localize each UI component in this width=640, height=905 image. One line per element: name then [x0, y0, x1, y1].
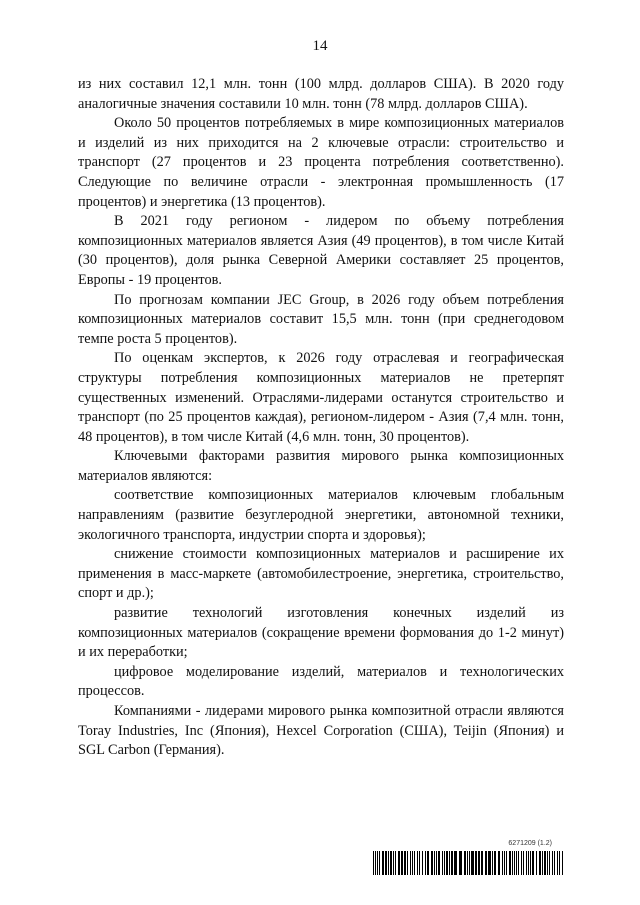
paragraph: Ключевыми факторами развития мирового рынка композиционных материалов являются: — [78, 448, 564, 484]
paragraph: Компаниями - лидерами мирового рынка композитной отрасли являются Toray Industries, Inc (Япония), Hexcel Corporation (США), Teijin (Япония) и SGL Carbon (Германия). — [78, 703, 564, 759]
paragraph: По прогнозам компании JEC Group, в 2026 году объем потребления композиционных материалов составит 15,5 млн. тонн (при среднегодовом темпе роста 5 процентов). — [78, 291, 564, 347]
paragraph: Около 50 процентов потребляемых в мире композиционных материалов и изделий из них приходится на 2 ключевые отрасли: строительство и транспорт (27 процентов и 23 процента потребления соответственно). Следующие по величине отрасли - электронная промышленность (17 процентов) и энергетика (13 процентов). — [78, 115, 564, 210]
barcode — [373, 851, 563, 875]
paragraph: цифровое моделирование изделий, материалов и технологических процессов. — [78, 663, 564, 700]
paragraph: снижение стоимости композиционных материалов и расширение их применения в масс-маркете (автомобилестроение, энергетика, строительство, спорт и др.); — [78, 546, 564, 602]
paragraph: В 2021 году регионом - лидером по объему потребления композиционных материалов является Азия (49 процентов), в том числе Китай (30 процентов), доля рынка Северной Америки составляет 25 процентов, Европы - 19 процентов. — [78, 213, 564, 288]
page-number: 14 — [312, 38, 328, 54]
paragraph: из них составил 12,1 млн. тонн (100 млрд. долларов США). В 2020 году аналогичные значения составили 10 млн. тонн (78 млрд. долларов США). — [78, 76, 564, 112]
document-body — [78, 75, 564, 761]
document-code: 6271209 (1.2) — [508, 840, 552, 847]
paragraph: развитие технологий изготовления конечных изделий из композиционных материалов (сокращение времени формования до 1-2 минут) и их переработки; — [78, 605, 564, 661]
paragraph: соответствие композиционных материалов ключевым глобальным направлениям (развитие безуглеродной энергетики, автономной техники, экологичного транспорта, индустрии спорта и здоровья); — [78, 487, 564, 543]
paragraph: По оценкам экспертов, к 2026 году отраслевая и географическая структуры потребления композиционных материалов не претерпят существенных изменений. Отраслями-лидерами останутся строительство и транспорт (по 25 процентов каждая), регионом-лидером - Азия (7,4 млн. тонн, 48 процентов), в том числе Китай (4,6 млн. тонн, 30 процентов). — [78, 350, 564, 445]
